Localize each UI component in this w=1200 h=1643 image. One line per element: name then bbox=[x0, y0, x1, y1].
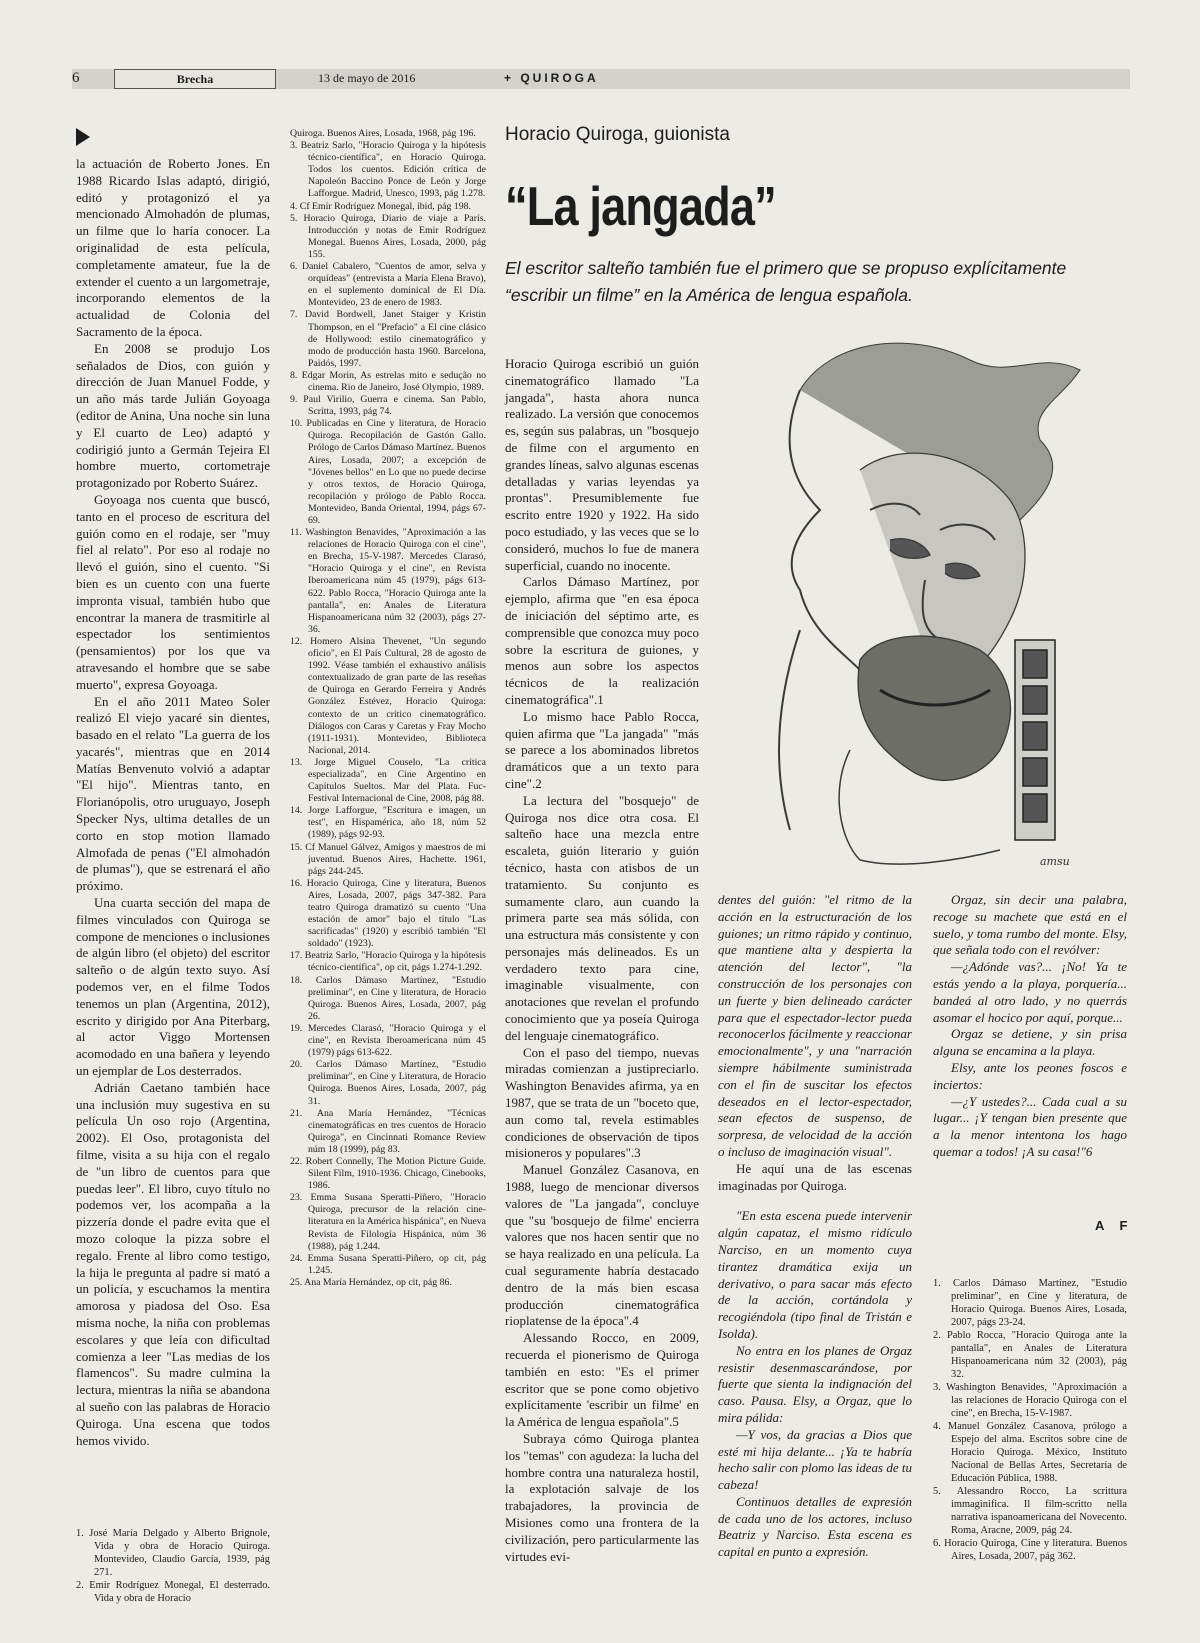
paragraph: Una cuarta sección del mapa de filmes vinculados con Quiroga se compone de menciones o inclusiones de algún libro (el objeto) del escritor salteño o de algún texto suyo. Así podemos ver, en el filme Todos tenemos un plan (Argentina, 2012), escrito y dirigido por Ana Piterbarg, al actor Viggo Mortensen acomodado en una bañera y leyendo un ejemplar de Los desterrados. bbox=[76, 895, 270, 1079]
footnote: 3. Beatriz Sarlo, "Horacio Quiroga y la hipótesis técnico-científica", en Horacio Quiroga. Todos los cuentos. Edición crítica de Napoleón Baccino Ponce de León y Jorge Lafforgue. Madrid, Unesco, 1993, pág 1.278. bbox=[290, 140, 486, 200]
author-initials: A F bbox=[1095, 1218, 1134, 1233]
paragraph: —Y vos, da gracias a Dios que esté mi hija delante... ¡Ya te habría hecho salir con plomo las ideas de tu cabeza! bbox=[718, 1426, 912, 1493]
paragraph: En 2008 se produjo Los señalados de Dios, con guión y dirección de Juan Manuel Fodde, y un año más tarde Julián Goyoaga (editor de Anina, Una noche sin luna y El cuarto de Leo) adaptó y codirigió junto a Germán Tejeira El hombre muerto, cortometraje protagonizado por Roberto Suárez. bbox=[76, 340, 270, 491]
paragraph: Horacio Quiroga escribió un guión cinematográfico llamado "La jangada", hasta ahora nunca realizado. La versión que conocemos es, según sus palabras, un "bosquejo de filme con el argumento en grandes líneas, salvo algunas escenas detalladas y varias leyendas ya prontas". Presumiblemente fue escrito entre 1920 y 1922. Ha sido poco estudiado, y las veces que se lo consideró, muchos lo fue de manera superficial, cuando no inocente. bbox=[505, 356, 699, 573]
section-name: + QUIROGA bbox=[504, 71, 599, 85]
column-1 bbox=[76, 156, 270, 1449]
column-2-footnotes bbox=[290, 128, 486, 1289]
footnote: 13. Jorge Miguel Couselo, "La crítica especializada", en Cine Argentino en Capítulos Sueltos. Mar del Plata. Fuc-Festival Internacional de Cine, 2008, pág 88. bbox=[290, 756, 486, 805]
paragraph: La lectura del "bosquejo" de Quiroga nos dice otra cosa. El salteño hace una mezcla entre escaleta, guión literario y guión técnico, hasta con atisbos de un tratamiento. Su conjunto es sumamente claro, aun cuando la primera parte sea más sólida, con una estructura más consistente y con personajes más delineados. Es un verdadero texto para cine, imaginable visualmente, con anotaciones que revelan el profundo conocimiento que ya poseía Quiroga del lenguaje cinematográfico. bbox=[505, 792, 699, 1043]
footnote: 14. Jorge Lafforgue, "Escritura e imagen, un test", en Hispamérica, año 18, núm 52 (1989), págs 92-93. bbox=[290, 805, 486, 841]
paragraph: Lo mismo hace Pablo Rocca, quien afirma que "La jangada" "más se parece a los abominados libretos dramáticos que a un texto para cine".2 bbox=[505, 708, 699, 791]
paragraph: Carlos Dámaso Martínez, por ejemplo, afirma que "en esa época de iniciación del séptimo arte, es comprensible que conozca muy poco sobre la escritura de guiones, y menos aun sobre los aspectos técnicos de la realización cinematográfica".1 bbox=[505, 574, 699, 707]
footnote: 23. Emma Susana Speratti-Piñero, "Horacio Quiroga, precursor de la relación cine-literatura en la América hispánica", en Nueva Revista de Filología Hispánica, núm 36 (1988), pág 1.244. bbox=[290, 1192, 486, 1252]
footnote: 4. Cf Emir Rodríguez Monegal, ibid, pág 198. bbox=[290, 200, 471, 212]
paragraph: Orgaz, sin decir una palabra, recoge su machete que está en el suelo, y toma rumbo del monte. Elsy, que señala todo con el revólver: bbox=[933, 892, 1127, 958]
paragraph: Alessando Rocco, en 2009, recuerda el pionerismo de Quiroga también en esto: "Es el primer escritor que se pone como objetivo explícitamente 'escribir un filme' en la América de lengua española".5 bbox=[505, 1330, 699, 1430]
caricature-illustration bbox=[740, 330, 1100, 870]
paragraph: Adrián Caetano también hace una inclusión muy sugestiva en su película Un oso rojo (Argentina, 2002). El Oso, protagonista del filme, visita a su hija con el regalo de "un libro de cuentos para que puedas leer". El libro, cuyo título no podemos ver, los acompaña a la pizzería donde el padre evita que el mozo coloque la pizza sobre el regalo. Frente al libro como testigo, la hija le pregunta al padre si mató a un policía, y escuchamos la mentira amorosa y piadosa del Oso. Esa misma noche, la niña con problemas escolares y que leía con dificultad comienza a leer "Las medias de los flamencos". Su madre culmina la lectura, mientras la niña se abandona al sueño con las palabras de Horacio Quiroga. Una escena que todos hemos vivido. bbox=[76, 1079, 270, 1448]
footnote: 17. Beatriz Sarlo, "Horacio Quiroga y la hipótesis técnico-científica", op cit, págs 1.274-1.292. bbox=[290, 950, 486, 974]
paragraph: No entra en los planes de Orgaz resistir desenmascarándose, por fuerte que sienta la indignación del caso. Pausa. Elsy, a Orgaz, que lo mira pálida: bbox=[718, 1342, 912, 1425]
footnote: 4. Manuel González Casanova, prólogo a Espejo del alma. Escritos sobre cine de Horacio Quiroga. México, Instituto Nacional de Bellas Artes, Secretaría de Educación Pública, 1988. bbox=[933, 1421, 1127, 1484]
footnote: 25. Ana María Hernández, op cit, pág 86. bbox=[290, 1276, 452, 1288]
paragraph: la actuación de Roberto Jones. En 1988 Ricardo Islas adaptó, dirigió, editó y protagonizó el ya mencionado Almohadón de plumas, un filme que lo haría conocer. La originalidad de esta película, completamente amateur, fue la de extender el cuento a un largometraje, incorporando elementos de la actualidad de Colonia del Sacramento de la época. bbox=[76, 156, 270, 339]
footnote: 22. Robert Connelly, The Motion Picture Guide. Silent Film, 1910-1936. Chicago, Cinebooks, 1986. bbox=[290, 1155, 486, 1192]
column-4 bbox=[718, 892, 912, 1561]
footnote: 8. Edgar Morin, As estrelas mito e sedução no cinema. Rio de Janeiro, José Olympio, 1989. bbox=[290, 369, 486, 393]
continuation-arrow-icon bbox=[76, 128, 90, 146]
paragraph: He aquí una de las escenas imaginadas por Quiroga. bbox=[718, 1160, 912, 1193]
paragraph: —¿Y ustedes?... Cada cual a su lugar... ¡Y tengan bien presente que a la menor intentona los hago quemar a todos! ¡A su casa!"6 bbox=[933, 1093, 1127, 1159]
footnote: 21. Ana María Hernández, "Técnicas cinematográficas en tres cuentos de Horacio Quiroga", en Cincinnati Romance Review núm 18 (1999), pág 83. bbox=[290, 1107, 486, 1155]
footnote: 18. Carlos Dámaso Martínez, "Estudio preliminar", en Cine y literatura, de Horacio Quiroga. Buenos Aires, Losada, 2007, pág 26. bbox=[290, 974, 486, 1022]
paragraph: Goyoaga nos cuenta que buscó, tanto en el proceso de escritura del guión como en el rodaje, ser "muy fiel al relato". Por eso al rodaje no llevó el guión, sino el cuento. "Si bien es un cuento con una fuerte impronta visual, también hubo que encontrar la manera de trasmitirle al espectador los sentimientos (pensamientos) por los que va atravesando el hombre que se sabe muerto", expresa Goyoaga. bbox=[76, 491, 270, 692]
paragraph: dentes del guión: "el ritmo de la acción en la estructuración de los guiones; un ritmo rápido y continuo, que mantiene alta y despierta la atención del lector", "la construcción de los personajes con un fuerte y bien delineado carácter para que el espectador-lector pueda reconocerlos fácilmente y reaccionar emocionalmente", y una "narración siempre hábilmente suministrada con el fin de suscitar los efectos deseados en el lector-espectador, sean efectos de suspenso, de sorpresa, de velocidad de la acción o incluso de imaginación visual". bbox=[718, 892, 912, 1159]
footnote: 12. Homero Alsina Thevenet, "Un segundo oficio", en El País Cultural, 28 de agosto de 1992. Véase también el exhaustivo análisis contextualizado de gran parte de las reseñas de Quiroga en Gerardo Ferreira y Andrés González Estévez, Horacio Quiroga: contexto de un crítico cinematográfico. Diálogos con Caras y Caretas y Fray Mocho (1911-1931). Montevideo, Biblioteca Nacional, 2014. bbox=[290, 635, 486, 756]
column-1-footnotes bbox=[76, 1527, 270, 1605]
article-headline: “La jangada” bbox=[505, 175, 776, 237]
paragraph: En el año 2011 Mateo Soler realizó El viejo yacaré sin dientes, basado en el relato "La guerra de los yacarés", mientras que en 2014 Matías Benvenuto volvió a adaptar "El hijo". Mientras tanto, en Florianópolis, otro uruguayo, Joseph Specker Nys, ultima detalles de un corto en stop motion llamado Almofada de penas ("El almohadón de plumas"), que se estrenará el año próximo. bbox=[76, 693, 270, 894]
footnote: 6. Horacio Quiroga, Cine y literatura. Buenos Aires, Losada, 2007, pág 362. bbox=[933, 1538, 1127, 1562]
page-number: 6 bbox=[72, 70, 80, 86]
paragraph: Con el paso del tiempo, nuevas miradas comienzan a justipreciarlo. Washington Benavides afirma, ya en 1987, que se trata de un "boceto que, aun como tal, revela estimables condiciones de observación de tipos misioneros y populares".3 bbox=[505, 1044, 699, 1161]
paragraph: Elsy, ante los peones foscos e inciertos: bbox=[933, 1059, 1127, 1092]
footnote: 9. Paul Virilio, Guerra e cinema. San Pablo, Scritta, 1993, pág 74. bbox=[290, 394, 486, 418]
footnote: 7. David Bordwell, Janet Staiger y Kristin Thompson, en el "Prefacio" a El cine clásico de Hollywood: estilo cinematográfico y modo de producción hasta 1960. Barcelona, Paidós, 1997. bbox=[290, 309, 486, 369]
footnote: 5. Horacio Quiroga, Diario de viaje a París. Introducción y notas de Emir Rodríguez Monegal. Buenos Aires, Losada, 2000, pág 155. bbox=[290, 212, 486, 260]
footnote: 2. Pablo Rocca, "Horacio Quiroga ante la pantalla", en Anales de Literatura Hispanoamericana núm 32 (2003), pág 32. bbox=[933, 1330, 1127, 1380]
column-5-footnotes bbox=[933, 1277, 1127, 1563]
footnote: 6. Daniel Cabalero, "Cuentos de amor, selva y orquídeas" (entrevista a María Elena Bravo), en el suplemento dominical de El Día. Montevideo, 23 de enero de 1983. bbox=[290, 261, 486, 309]
footnote: 19. Mercedes Clarasó, "Horacio Quiroga y el cine", en Revista Iberoamericana núm 45 (1979) págs 613-622. bbox=[290, 1022, 486, 1059]
issue-date: 13 de mayo de 2016 bbox=[318, 71, 416, 85]
article-deck: El escritor salteño también fue el primero que se propuso explícitamente “escribir un filme” en la América de lengua española. bbox=[505, 258, 1067, 305]
paragraph: Manuel González Casanova, en 1988, luego de mencionar diversos valores de "La jangada", concluye que "su 'bosquejo de filme' encierra valores que nos hacen sentir que no se haya realizado en una película. La cual seguramente habría destacado dentro de la más bien escasa producción cinematográfica rioplatense de la época".4 bbox=[505, 1162, 699, 1329]
paragraph: Subraya cómo Quiroga planteа los "temas" con agudeza: la lucha del hombre contra una naturaleza hostil, la explotación salvaje de los trabajadores, la provincia de Misiones como una frontera de la civilización, pero particularmente las virtudes evi- bbox=[505, 1431, 699, 1564]
footnote: 24. Emma Susana Speratti-Piñero, op cit, pág 1.245. bbox=[290, 1252, 486, 1276]
footnote: 2. Emir Rodríguez Monegal, El desterrado. Vida y obra de Horacio bbox=[76, 1580, 270, 1604]
paragraph: Orgaz se detiene, y sin prisa alguna se encamina a la playa. bbox=[933, 1026, 1127, 1059]
publication-name: Brecha bbox=[114, 69, 276, 89]
footnote: Quiroga. Buenos Aires, Losada, 1968, pág 196. bbox=[290, 128, 476, 139]
paragraph: Continuos detalles de expresión de cada uno de los actores, incluso Beatriz y Narciso. Esta escena es capital en punto a expresión. bbox=[718, 1493, 912, 1560]
article-kicker: Horacio Quiroga, guionista bbox=[505, 124, 730, 145]
column-3 bbox=[505, 356, 699, 1565]
footnote: 10. Publicadas en Cine y literatura, de Horacio Quiroga. Recopilación de Gastón Gallo. Prólogo de Carlos Dámaso Martínez. Buenos Aires, Losada, 2007; a excepción de "Jóvenes bellos" en Lo que no puede decirse y otros textos, de Horacio Quiroga, recopilación y prólogo de Pablo Rocca. Montevideo, Banda Oriental, 1994, págs 67-69. bbox=[290, 418, 486, 526]
illustration-signature: amsu bbox=[1040, 855, 1070, 868]
footnote: 1. Carlos Dámaso Martínez, "Estudio preliminar", en Cine y literatura, de Horacio Quiroga. Buenos Aires, Losada, 2007, págs 23-24. bbox=[933, 1278, 1127, 1328]
footnote: 20. Carlos Dámaso Martínez, "Estudio preliminar", en Cine y Literatura, de Horacio Quiroga. Buenos Aires, Losada, 2007, pág 31. bbox=[290, 1059, 486, 1107]
footnote: 16. Horacio Quiroga, Cine y literatura, Buenos Aires, Losada, 2007, págs 347-382. Para teatro Quiroga dramatizó su cuento "Una estación de amor" bajo el título "Las sacrificadas" (1920) y escribió también "El soldado" (1923). bbox=[290, 877, 486, 950]
paragraph: —¿Adónde vas?... ¡No! Ya te estás yendo a la playa, porquería... bandeá al otro lado, y no querrás asomar el hocico por aquí, porque... bbox=[933, 959, 1127, 1025]
footnote: 3. Washington Benavides, "Aproximación a las relaciones de Horacio Quiroga con el cine", en Brecha, 15-V-1987. bbox=[933, 1382, 1127, 1419]
footnote: 1. José María Delgado y Alberto Brignole, Vida y obra de Horacio Quiroga. Montevideo, Claudio García, 1939, pág 271. bbox=[76, 1528, 270, 1578]
page-header bbox=[72, 69, 1130, 89]
paragraph: "En esta escena puede intervenir algún capataz, el mismo ridículo Narciso, en un momento cuya tirantez dramática exija un derivativo, o para sacar más efecto de la acción, cortándola y recogiéndola (tipo final de Tristán e Isolda). bbox=[718, 1208, 912, 1341]
column-5 bbox=[933, 892, 1127, 1161]
footnote: 11. Washington Benavides, "Aproximación a las relaciones de Horacio Quiroga con el cine", en Brecha, 15-V-1987. Mercedes Clarasó, "Horacio Quiroga y el cine", en Revista Iberoamericana núm 45 (1979), págs 613-622. Pablo Rocca, "Horacio Quiroga ante la pantalla", en: Anales de Literatura Hispanoamericana núm 32 (2003), págs 27-36. bbox=[290, 527, 486, 635]
footnote: 15. Cf Manuel Gálvez, Amigos y maestros de mi juventud. Buenos Aires, Hachette. 1961, págs 244-245. bbox=[290, 841, 486, 877]
footnote: 5. Alessandro Rocco, La scrittura immaginifica. Il film-scritto nella narrativa ispanoamericana del Novecento. Roma, Aracne, 2009, pág 24. bbox=[933, 1486, 1127, 1536]
